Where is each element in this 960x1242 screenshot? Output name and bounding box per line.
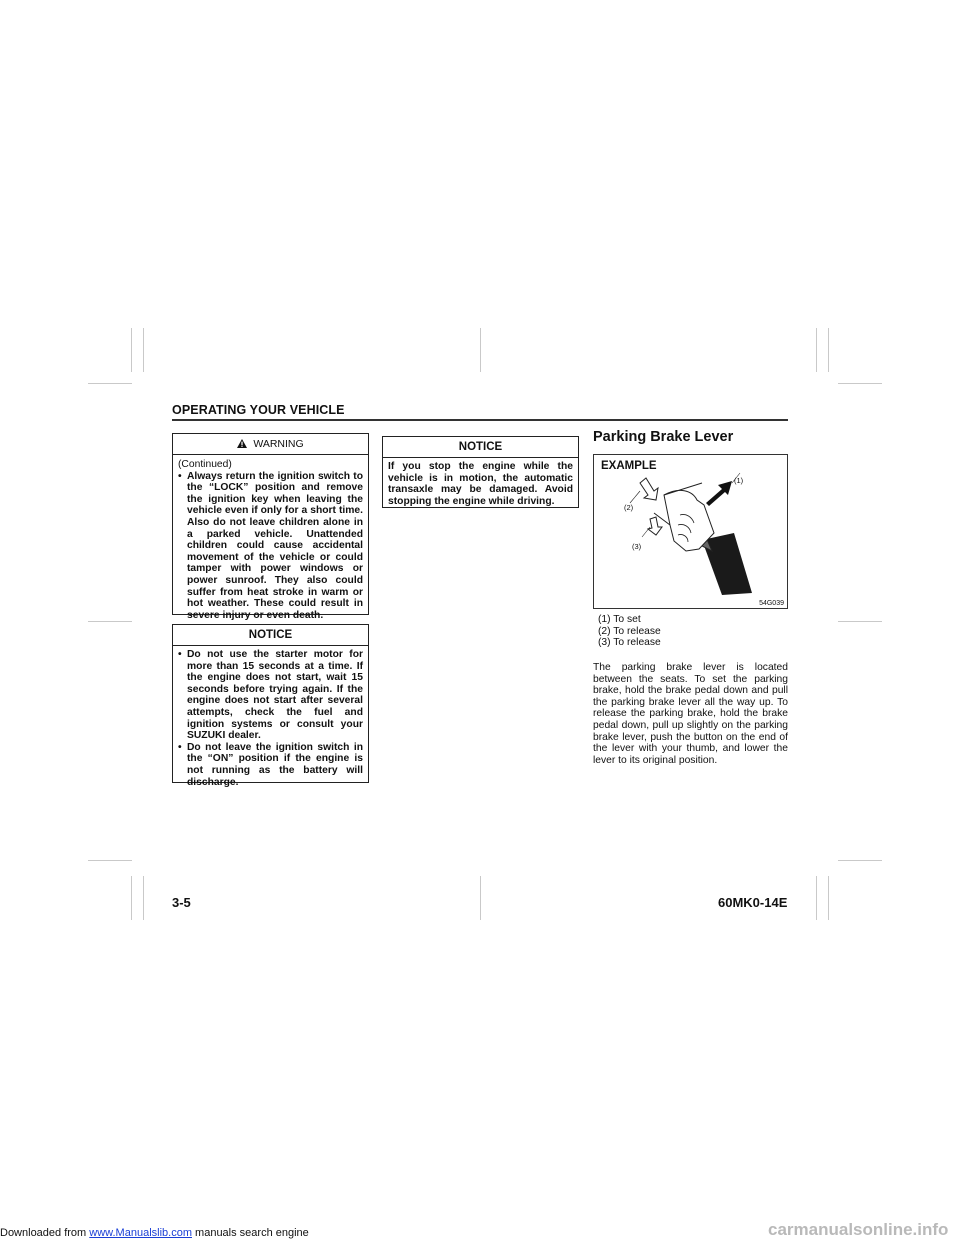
crop-mark bbox=[828, 328, 829, 372]
page-heading: Parking Brake Lever bbox=[593, 429, 734, 445]
warning-bullet-text: Always return the ignition switch to the “LOCK” position and remove the ignition key when leaving the vehicle even if only for a short time. Also do not leave children alone in a parked vehicle. Unattended children could cause accidental movement of the vehicle or could tamper with power windows or power sunroof. They also could suffer from heat stroke in warm or hot weather. These could result in severe injury or even death. bbox=[187, 470, 363, 621]
notice-bullet-text: Do not use the starter motor for more than 15 seconds at a time. If the engine does not start, wait 15 seconds before trying again. If the engine does not start after several attempts, check the fuel and ignition systems or consult your SUZUKI dealer. bbox=[187, 649, 363, 742]
footer-prefix: Downloaded from bbox=[0, 1227, 90, 1239]
crop-mark bbox=[480, 876, 481, 920]
warning-body bbox=[178, 459, 363, 621]
crop-mark bbox=[816, 876, 817, 920]
crop-mark bbox=[838, 860, 882, 861]
warning-bullet bbox=[178, 471, 363, 622]
figure-callout: (1) bbox=[734, 476, 744, 485]
figure-callout: (2) bbox=[624, 503, 634, 512]
warning-box bbox=[172, 433, 369, 621]
notice-bullet-text: Do not leave the ignition switch in the “ON” position if the engine is not running as the battery will discharge. bbox=[187, 741, 363, 788]
crop-mark bbox=[88, 621, 132, 622]
crop-mark bbox=[143, 328, 144, 372]
parking-brake-illustration bbox=[594, 455, 787, 608]
crop-mark bbox=[838, 383, 882, 384]
divider bbox=[383, 457, 578, 458]
crop-mark bbox=[88, 860, 132, 861]
crop-mark bbox=[838, 621, 882, 622]
crop-mark bbox=[143, 876, 144, 920]
watermark-text: carmanualsonline.info bbox=[768, 1220, 949, 1239]
crop-mark bbox=[131, 876, 132, 920]
divider bbox=[173, 645, 368, 646]
page-number: 3-5 bbox=[172, 895, 191, 910]
crop-mark bbox=[480, 328, 481, 372]
download-footer bbox=[0, 1226, 309, 1240]
notice-header: NOTICE bbox=[458, 441, 503, 453]
warning-header bbox=[173, 434, 368, 454]
crop-mark bbox=[131, 328, 132, 372]
figure-callout: (3) bbox=[632, 542, 642, 551]
bullet-icon: • bbox=[178, 649, 182, 660]
parking-brake-paragraph: The parking brake lever is located between the seats. To set the parking brake, hold the brake pedal down and pull the parking brake lever all the way up. To release the parking brake, hold the brake pedal down, pull up slightly on the parking brake lever, push the button on the end of the lever with your thumb, and lower the lever to its original position. bbox=[593, 662, 788, 766]
notice-box-starter bbox=[172, 624, 369, 788]
header-rule bbox=[172, 419, 788, 421]
notice-text: If you stop the engine while the vehicle is in motion, the automatic transaxle may be damaged. Avoid stopping the engine while driving. bbox=[388, 461, 573, 507]
figure-legend bbox=[598, 614, 661, 649]
crop-mark bbox=[88, 383, 132, 384]
crop-mark bbox=[816, 328, 817, 372]
parking-brake-figure bbox=[593, 454, 788, 609]
warning-triangle-icon bbox=[237, 435, 247, 455]
warning-title: WARNING bbox=[253, 438, 304, 450]
notice-box-engine-stop bbox=[382, 436, 579, 508]
legend-item: (3) To release bbox=[598, 637, 661, 648]
continued-label: (Continued) bbox=[178, 459, 232, 470]
notice-header: NOTICE bbox=[248, 629, 293, 641]
bullet-icon: • bbox=[178, 741, 182, 753]
divider bbox=[173, 454, 368, 455]
figure-example-label: EXAMPLE bbox=[601, 460, 657, 472]
document-code: 60MK0-14E bbox=[718, 895, 788, 910]
manualslib-link[interactable]: www.Manualslib.com bbox=[89, 1227, 192, 1239]
crop-mark bbox=[828, 876, 829, 920]
legend-item: (2) To release bbox=[598, 625, 661, 637]
notice-bullet bbox=[178, 742, 363, 788]
notice-body bbox=[178, 649, 363, 788]
footer-suffix: manuals search engine bbox=[191, 1227, 309, 1239]
section-title: OPERATING YOUR VEHICLE bbox=[172, 403, 345, 417]
legend-item: (1) To set bbox=[598, 614, 641, 625]
notice-bullet bbox=[178, 649, 363, 742]
figure-code: 54G039 bbox=[759, 600, 784, 607]
bullet-icon: • bbox=[178, 470, 182, 482]
